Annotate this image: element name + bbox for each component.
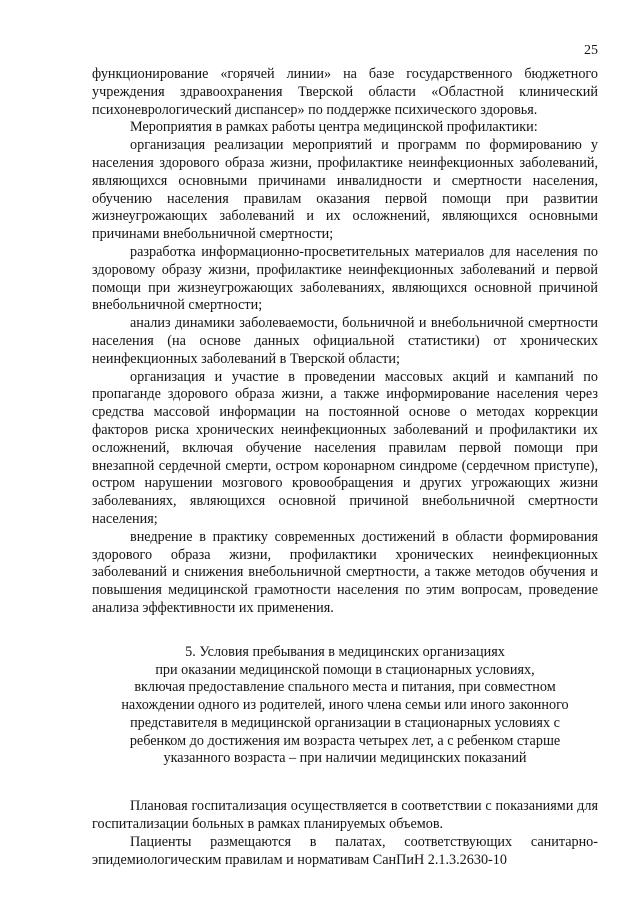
document-body: [92, 66, 598, 869]
page-number: 25: [584, 43, 598, 58]
section-heading: [100, 644, 590, 769]
paragraph-patient-placement: Пациенты размещаются в палатах, соответствующих санитарно-эпидемиологическим правилам и нормативам СанПиН 2.1.3.2630-10: [92, 833, 598, 868]
paragraph-organization: организация реализации мероприятий и программ по формированию у населения здорового образа жизни, профилактике неинфекционных заболеваний, являющихся основными причинами инвалидности и смертности населения, обучению населения правилам оказания первой помощи при развитии жизнеугрожающих заболеваний и их осложнений, являющихся основными причинами внебольничной смертности;: [92, 137, 598, 243]
spacer: [92, 768, 598, 798]
heading-line: ребенком до достижения им возраста четырех лет, а с ребенком старше: [129, 732, 561, 749]
paragraph-analysis: анализ динамики заболеваемости, больничной и внебольничной смертности населения (на основе данных официальной статистики) от хронических неинфекционных заболеваний в Тверской области;: [92, 315, 598, 367]
paragraph-prevention-center-intro: Мероприятия в рамках работы центра медицинской профилактики:: [130, 119, 538, 136]
heading-line: представителя в медицинской организации в стационарных условиях с: [130, 714, 560, 731]
paragraph-planned-hospitalization: Плановая госпитализация осуществляется в соответствии с показаниями для госпитализации больных в рамках планируемых объемов.: [92, 798, 598, 833]
heading-line: 5. Условия пребывания в медицинских организациях: [185, 643, 505, 660]
heading-line: включая предоставление спального места и питания, при совместном: [134, 679, 556, 696]
heading-line: нахождении одного из родителей, иного члена семьи или иного законного: [121, 697, 569, 714]
paragraph-implementation: внедрение в практику современных достижений в области формирования здорового образа жизни, профилактики хронических неинфекционных заболеваний и снижения внебольничной смертности, а также методов обучения и повышения медицинской грамотности населения по этим вопросам, проведение анализа эффективности их применения.: [92, 528, 598, 616]
paragraph-mass-campaigns: организация и участие в проведении массовых акций и кампаний по пропаганде здорового образа жизни, а также информирование населения через средства массовой информации на постоянной основе о методах коррекции факторов риска хронических неинфекционных заболеваний и профилактики их осложнений, включая обучение населения правилам первой помощи при внезапной сердечной смерти, остром коронарном синдроме (сердечном приступе), остром нарушении мозгового кровообращения и других угрожающих жизни заболеваниях, являющихся основной причиной внебольничной смертности населения;: [92, 368, 598, 527]
paragraph-development-materials: разработка информационно-просветительных материалов для населения по здоровому образу жизни, профилактике неинфекционных заболеваний и первой помощи при жизнеугрожающих заболеваниях, являющихся основной причиной внебольничной смертности;: [92, 243, 598, 314]
paragraph-hotline-continuation: функционирование «горячей линии» на базе государственного бюджетного учреждения здравоохранения Тверской области «Областной клинический психоневрологический диспансер» по поддержке психического здоровья.: [92, 66, 598, 118]
heading-line: указанного возраста – при наличии медицинских показаний: [163, 750, 527, 767]
heading-line: при оказании медицинской помощи в стационарных условиях,: [155, 661, 535, 678]
